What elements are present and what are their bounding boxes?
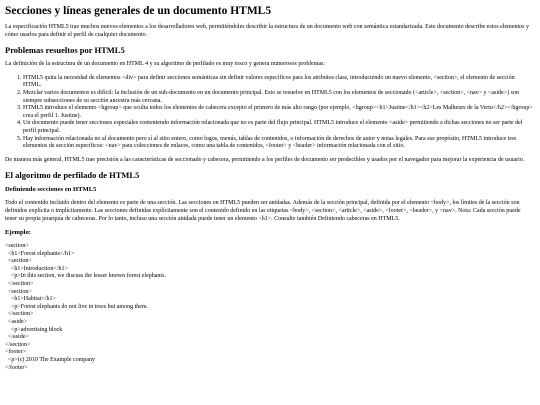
intro-paragraph: La especificación HTML5 trae muchos nuevos elementos a los desarrolladores web, permitiéndoles describir la estructura de un documento web con semántica estandarizada. Este documento describe estos elementos y cómo usarlos para definir el perfil de cualquier documento.: [5, 24, 529, 38]
code-line: </section>: [5, 281, 34, 288]
code-line: </section>: [5, 341, 31, 348]
list-item: 3. HTML5 introduce el elemento <hgroup> que oculta todos los elementos de cabecera excepto el primero de más alto rango (por ejemplo, <hgroup><h1>Justine</h1><h2>Les Malheurs de la Vertu</h2></hgroup> crea el perfil 1. Justine).: [23, 105, 534, 120]
problems-lead: La definición de la estructura de un documento en HTML 4 y su algoritmo de perfilado es muy tosco y genera numerosos problemas:: [5, 61, 326, 68]
algorithm-heading: El algoritmo de perfilado de HTML5: [5, 170, 140, 181]
page-title: Secciones y líneas generales de un documento HTML5: [5, 5, 272, 17]
code-line: <section>: [5, 258, 32, 265]
code-line: <p>advertising block: [5, 326, 63, 333]
code-line: <section>: [5, 243, 29, 250]
example-label: Ejemplo:: [5, 229, 32, 237]
code-line: <aside>: [5, 319, 28, 326]
problems-heading: Problemas resueltos por HTML5: [5, 45, 125, 56]
code-line: <p>In this section, we discuss the lesser known forest elephants.: [5, 273, 166, 280]
list-item: 5. Hay información relacionada no al documento pero sí al sitio entero, como logos, menús, tablas de contenidos, o información de derechos de autor y notas legales. Para ese propósito, HTML5 introduce tres elementos de sección específicos: <nav> para colecciones de enlaces, como una tabla de contenidos, <footer> y <header> información relacionada con el sitio.: [23, 136, 534, 151]
code-line: <h1>Habitat</h1>: [5, 296, 56, 303]
code-line: <h1>Introduction</h1>: [5, 265, 68, 272]
code-line: <h1>Forest elephants</h1>: [5, 250, 75, 257]
problems-list: [5, 75, 534, 151]
code-example: [5, 243, 534, 372]
code-line: </section>: [5, 311, 34, 318]
sections-subheading: Definiendo secciones en HTML5: [5, 186, 97, 194]
code-line: </aside>: [5, 334, 29, 341]
list-item: 2. Mezclar varios documentos es difícil: la inclusión de un sub-documento en un documento principal. Esto se resuelve en HTML5 con los elementos de seccionado (<article>, <section>, <nav> y <aside>) son siempre subsecciones de su sección ancestra más cercana.: [23, 90, 534, 105]
code-line: <p>(c) 2010 The Example company: [5, 357, 95, 363]
code-line: <section>: [5, 288, 32, 295]
list-item: 1. HTML5 quita la necesidad de elementos <div> para definir secciones semánticas sin definir valores específicos para los atributos class, introduciendo un nuevo elemento, <section>, el elemento de sección HTML.: [23, 75, 534, 90]
list-item: 4. Un documento puede tener secciones especiales conteniendo información relacionada que no es parte del flujo principal. HTML5 introduce el elemento <aside> permitiendo a dichas secciones no ser parte del perfil principal.: [23, 120, 534, 135]
code-line: </footer>: [5, 364, 28, 371]
sections-paragraph: Todo el contenido incluido dentro del elemento es parte de una sección. Las secciones en HTML5 pueden ser anidadas. Además de la sección principal, definida por el elemento <body>, los límites de la sección son definidos explícita o implícitamente. Las secciones definidas explícitamente son el contenido definido en las etiquetas <body>, <section>, <article>, <aside>, <footer>, <header>, y <nav>. Nota: Cada sección puede tener su propia jerarquía de cabeceras. Por lo tanto, incluso una sección anidada puede tener un elemento <h1>. Consulte también Definiendo cabeceras en HTML5.: [5, 200, 521, 222]
code-line: <footer>: [5, 349, 27, 356]
problems-closing: De manera más general, HTML5 trae precisión a las características de seccionado y cabecera, permitiendo a los perfiles de documento ser predecibles y usados por el navegador para mejorar la experiencia de usuario.: [5, 156, 525, 163]
code-line: <p>Forest elephants do not live in trees but among them.: [5, 303, 149, 310]
